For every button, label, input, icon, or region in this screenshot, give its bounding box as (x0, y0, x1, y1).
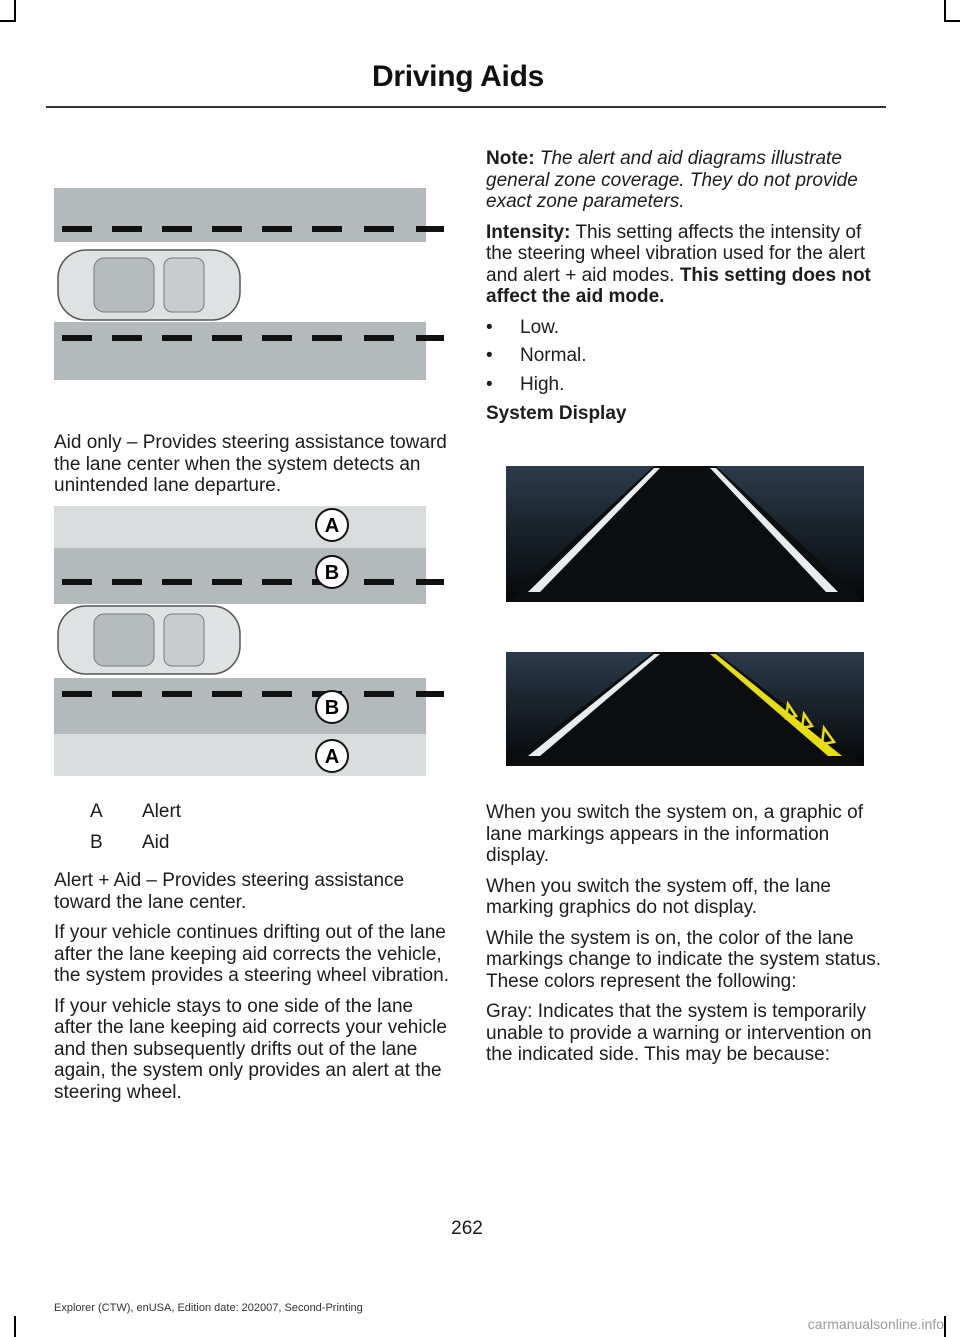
key-label: Alert (142, 800, 182, 822)
intensity-text: This setting affects the intensity of the steering wheel vibration used for the alert and alert + aid modes. (486, 221, 866, 286)
color-status-text: While the system is on, the color of the lane markings change to indicate the system status. These colors represent the following: (486, 927, 881, 992)
lane-display-graphic-alert (506, 652, 864, 766)
alert-aid-text: Alert + Aid – Provides steering assistance toward the lane center. (54, 870, 405, 913)
crop-mark (944, 20, 960, 22)
car-icon (58, 606, 240, 674)
lane-diagram (54, 188, 444, 380)
marker-b: B (324, 697, 340, 719)
intensity-bold: This setting does not affect the aid mode. (486, 264, 871, 307)
key-letter: A (90, 800, 103, 822)
footer-edition: Explorer (CTW), enUSA, Edition date: 202007, Second-Printing (54, 1302, 363, 1314)
key-label: Aid (142, 831, 170, 853)
title-rule (46, 106, 886, 108)
marker-a: A (324, 746, 340, 768)
key-row (54, 827, 181, 858)
crop-mark (0, 20, 16, 22)
aid-only-text: Aid only – Provides steering assistance toward the lane center when the system detects an unintended lane departure. (54, 432, 447, 496)
intensity-label: Intensity: (486, 221, 571, 243)
note-label: Note: (486, 148, 535, 169)
crop-mark (14, 0, 16, 22)
note-text: The alert and aid diagrams illustrate general zone coverage. They do not provide exact zone parameters. (486, 148, 858, 212)
drift-text: If your vehicle continues drifting out of the lane after the lane keeping aid corrects the vehicle, the system provides a steering wheel vibration. (54, 922, 449, 986)
intensity-paragraph (486, 222, 882, 308)
switch-on-text: When you switch the system on, a graphic of lane markings appears in the information display. (486, 802, 864, 866)
list-item: • Low. (486, 317, 882, 339)
diagram-key (54, 796, 181, 858)
crop-mark (944, 1316, 946, 1337)
gray-status-text: Gray: Indicates that the system is temporarily unable to provide a warning or intervention on the indicated side. This may be because: (486, 1001, 872, 1065)
list-item: • Normal. (486, 345, 882, 367)
list-item: • High. (486, 374, 882, 396)
car-icon (58, 250, 240, 320)
crop-mark (944, 0, 946, 22)
marker-a: A (324, 515, 340, 537)
key-row (54, 796, 181, 827)
page-title: Driving Aids (372, 60, 544, 93)
note-paragraph (486, 148, 882, 213)
lane-display-graphic-off (506, 466, 864, 602)
marker-b: B (324, 562, 340, 584)
system-display-heading: System Display (486, 403, 627, 424)
key-letter: B (90, 831, 103, 853)
intensity-levels (486, 317, 882, 396)
alert-aid-zone-diagram (54, 506, 444, 776)
watermark: carmanualsonline.info (807, 1316, 944, 1332)
crop-mark (14, 1316, 16, 1337)
page-number: 262 (451, 1218, 483, 1239)
one-side-text: If your vehicle stays to one side of the lane after the lane keeping aid corrects your vehicle and then subsequently drifts out of the lane again, the system only provides an alert at the steering wheel. (54, 995, 447, 1103)
switch-off-text: When you switch the system off, the lane marking graphics do not display. (486, 875, 831, 918)
